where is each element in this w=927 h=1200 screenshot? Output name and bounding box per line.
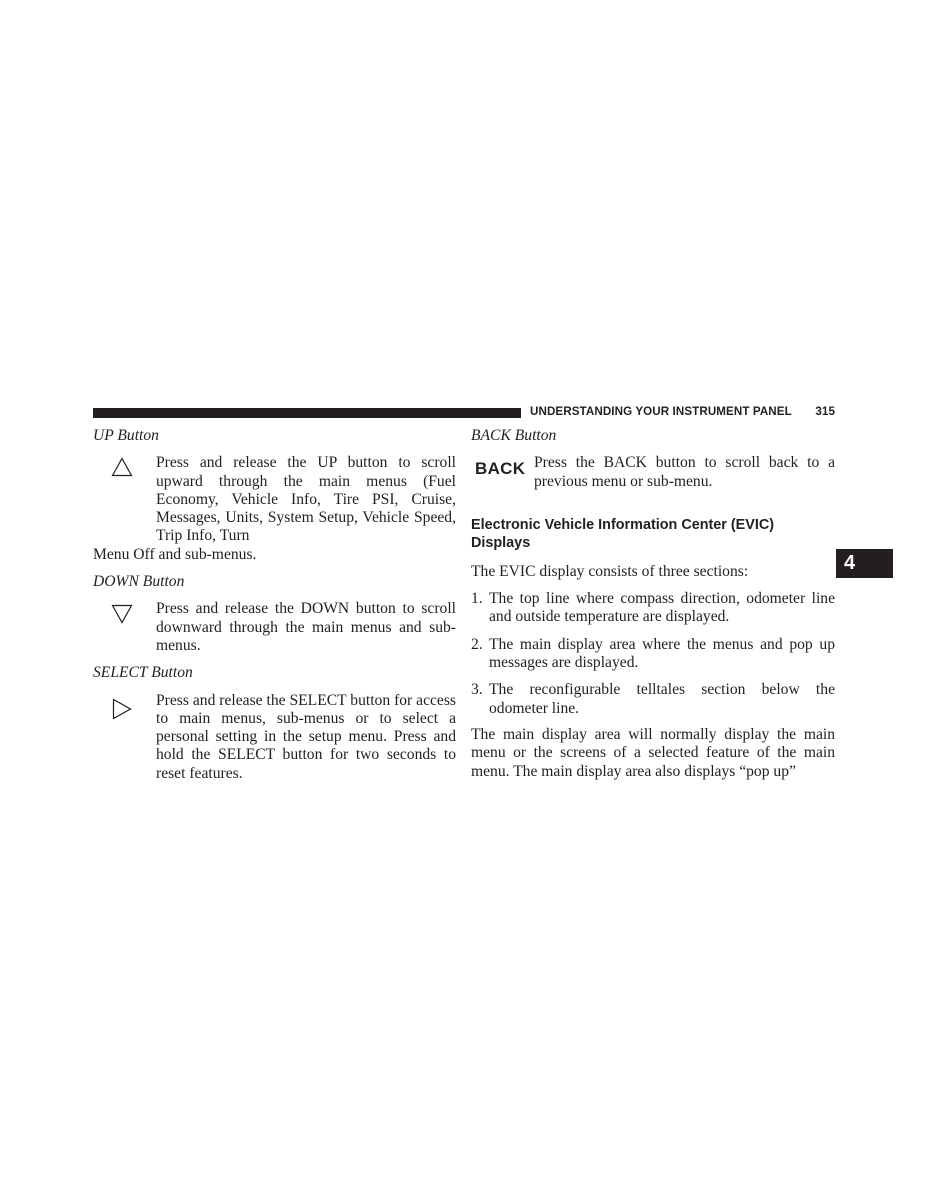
up-triangle-icon <box>93 457 151 477</box>
right-triangle-icon <box>93 698 151 720</box>
up-button-section <box>93 454 456 545</box>
down-triangle-icon <box>93 604 151 624</box>
list-item-number: 1. <box>471 590 483 608</box>
display-sections-list <box>471 590 835 718</box>
down-button-heading: DOWN Button <box>93 573 185 591</box>
select-button-description: Press and release the SELECT button for access to main menus, sub-menus or to select a personal setting in the setup menu. Press and hold the SELECT button for two seconds to reset features. <box>156 691 456 782</box>
list-item-text: The reconfigurable telltales section below the odometer line. <box>489 681 835 717</box>
list-item-number: 3. <box>471 681 483 699</box>
down-button-description: Press and release the DOWN button to scroll downward through the main menus and sub-menus. <box>156 600 456 654</box>
list-item-text: The top line where compass direction, odometer line and outside temperature are displayed. <box>489 590 835 626</box>
back-button-heading: BACK Button <box>471 427 557 444</box>
section-heading: Electronic Vehicle Information Center (EVIC) Displays <box>471 516 775 552</box>
right-column <box>471 427 835 790</box>
list-item-text: The main display area where the menus and pop up messages are displayed. <box>489 635 835 672</box>
back-button-description: Press the BACK button to scroll back to a previous menu or sub-menu. <box>534 454 835 490</box>
back-button-section <box>471 454 835 491</box>
select-button-heading: SELECT Button <box>93 664 193 682</box>
list-item <box>471 590 835 627</box>
list-item <box>471 636 835 673</box>
chapter-number: 4 <box>844 552 856 574</box>
intro-text: The EVIC display consists of three sections: <box>471 562 749 580</box>
back-icon: BACK <box>475 459 526 479</box>
down-button-section <box>93 600 456 655</box>
list-item-number: 2. <box>471 635 483 653</box>
up-button-description-tail: Menu Off and sub-menus. <box>93 545 257 563</box>
chapter-tab <box>836 549 893 578</box>
select-button-section <box>93 692 456 783</box>
header-rule <box>93 408 521 418</box>
list-item <box>471 681 835 718</box>
running-title: UNDERSTANDING YOUR INSTRUMENT PANEL <box>530 405 792 418</box>
closing-paragraph: The main display area will normally display the main menu or the screens of a selected feature of the main menu. The main display area also displays “pop up” <box>471 725 835 780</box>
up-button-description: Press and release the UP button to scroll upward through the main menus (Fuel Economy, Vehicle Info, Tire PSI, Cruise, Messages, Units, System Setup, Vehicle Speed, Trip Info, Turn <box>156 454 456 545</box>
left-column <box>93 427 456 792</box>
running-head <box>530 405 835 418</box>
page-number: 315 <box>815 405 835 418</box>
up-button-heading: UP Button <box>93 427 159 444</box>
